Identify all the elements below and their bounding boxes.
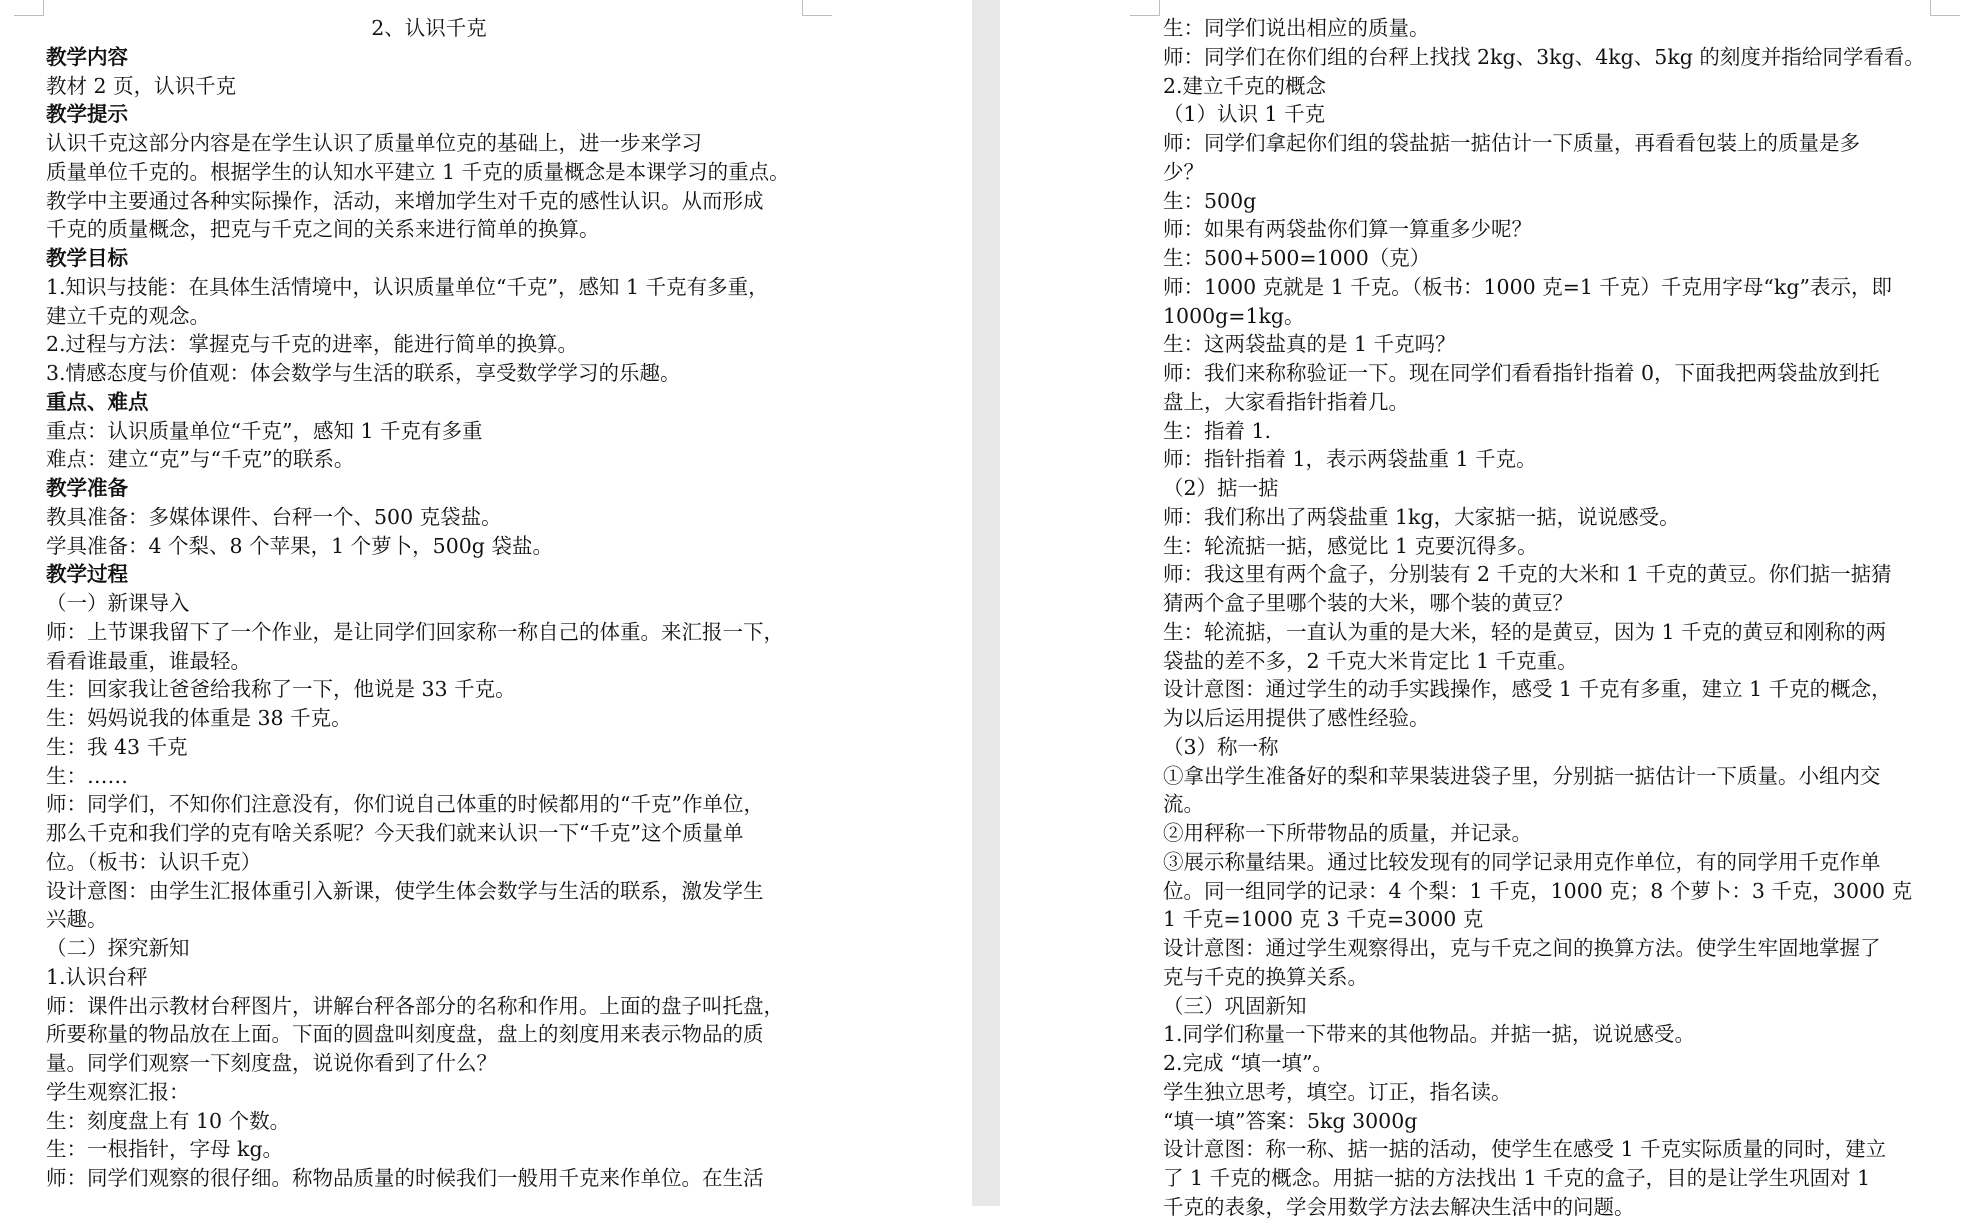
text-line: 师：同学们，不知你们注意没有，你们说自己体重的时候都用的“千克”作单位，	[46, 792, 764, 817]
text-line: 师：同学们观察的很仔细。称物品质量的时候我们一般用千克来作单位。在生活	[46, 1166, 764, 1190]
text-line: 千克的质量概念，把克与千克之间的关系来进行简单的换算。	[46, 217, 600, 242]
text-line: 生：……	[46, 763, 128, 788]
text-line: 生：同学们说出相应的质量。	[1163, 16, 1430, 40]
section-heading: 教学过程	[46, 562, 128, 587]
text-line: 难点：建立“克”与“千克”的联系。	[46, 447, 355, 472]
text-line: 质量单位千克的。根据学生的认知水平建立 1 千克的质量概念是本课学习的重点。	[46, 159, 790, 184]
text-line: 教具准备：多媒体课件、台秤一个、500 克袋盐。	[46, 504, 502, 529]
text-line: 袋盐的差不多，2 千克大米肯定比 1 千克重。	[1163, 648, 1578, 673]
text-line: 师：同学们拿起你们组的袋盐掂一掂估计一下质量，再看看包装上的质量是多	[1163, 131, 1860, 155]
text-line: 千克的表象，学会用数学方法去解决生活中的问题。	[1163, 1194, 1635, 1219]
text-line: 为以后运用提供了感性经验。	[1163, 706, 1430, 730]
text-line: 少？	[1163, 159, 1204, 184]
text-line: 设计意图：由学生汇报体重引入新课，使学生体会数学与生活的联系，激发学生	[46, 878, 764, 903]
text-line: 2.完成 “填一填”。	[1163, 1051, 1334, 1075]
text-line: 克与千克的换算关系。	[1163, 964, 1368, 989]
document-page-right	[1000, 0, 1964, 1219]
section-heading: 教学准备	[46, 476, 128, 500]
text-line: 学具准备：4 个梨、8 个苹果，1 个萝卜，500g 袋盐。	[46, 533, 553, 558]
crop-mark-top-left	[1130, 0, 1160, 16]
text-line: 学生观察汇报：	[46, 1079, 190, 1104]
text-line: 1.认识台秤	[46, 964, 148, 989]
text-line: （三）巩固新知	[1163, 993, 1307, 1018]
text-line: 师：指针指着 1，表示两袋盐重 1 千克。	[1163, 447, 1537, 472]
text-line: 师：如果有两袋盐你们算一算重多少呢？	[1163, 217, 1532, 242]
text-line: 生：刻度盘上有 10 个数。	[46, 1108, 291, 1133]
text-line: 所要称量的物品放在上面。下面的圆盘叫刻度盘，盘上的刻度用来表示物品的质	[46, 1022, 764, 1047]
text-line: 流。	[1163, 792, 1204, 817]
text-line: 设计意图：通过学生的动手实践操作，感受 1 千克有多重，建立 1 千克的概念，	[1163, 677, 1892, 702]
text-line: （二）探究新知	[46, 936, 190, 960]
right-page-body	[1163, 14, 1935, 1222]
text-line: 认识千克这部分内容是在学生认识了质量单位克的基础上，进一步来学习	[46, 131, 702, 155]
text-line: 师：课件出示教材台秤图片，讲解台秤各部分的名称和作用。上面的盘子叫托盘，	[46, 993, 784, 1018]
text-line: 盘上，大家看指针指着几。	[1163, 389, 1409, 414]
text-line: 那么千克和我们学的克有啥关系呢？今天我们就来认识一下“千克”这个质量单	[46, 821, 744, 845]
text-line: 师：我们来称称验证一下。现在同学们看看指针指着 0，下面我把两袋盐放到托	[1163, 361, 1880, 385]
page-gap	[972, 0, 1000, 1206]
text-line: 教材 2 页，认识千克	[46, 73, 237, 98]
text-line: ③展示称量结果。通过比较发现有的同学记录用克作单位，有的同学用千克作单	[1163, 849, 1881, 874]
text-line: 生：轮流掂一掂，感觉比 1 克要沉得多。	[1163, 533, 1538, 558]
text-line: 1 千克=1000 克 3 千克=3000 克	[1163, 907, 1484, 932]
text-line: 师：我这里有两个盒子，分别装有 2 千克的大米和 1 千克的黄豆。你们掂一掂猜	[1163, 562, 1892, 587]
text-line: 师：我们称出了两袋盐重 1kg，大家掂一掂，说说感受。	[1163, 504, 1680, 529]
text-line: “填一填”答案：5kg 3000g	[1163, 1108, 1418, 1133]
text-line: 位。同一组同学的记录：4 个梨：1 千克，1000 克；8 个萝卜：3 千克，3000 克	[1163, 878, 1913, 903]
text-line: （1）认识 1 千克	[1163, 102, 1326, 127]
text-line: 2.过程与方法：掌握克与千克的进率，能进行简单的换算。	[46, 332, 579, 357]
text-line: 生：500+500=1000（克）	[1163, 246, 1431, 270]
text-line: 生：轮流掂，一直认为重的是大米，轻的是黄豆，因为 1 千克的黄豆和刚称的两	[1163, 619, 1887, 644]
text-line: 1.知识与技能：在具体生活情境中，认识质量单位“千克”，感知 1 千克有多重，	[46, 274, 769, 299]
text-line: ②用秤称一下所带物品的质量，并记录。	[1163, 821, 1532, 845]
text-line: 生：我 43 千克	[46, 734, 188, 759]
text-line: 生：这两袋盐真的是 1 千克吗？	[1163, 332, 1456, 357]
crop-mark-top-left	[14, 0, 44, 16]
section-heading: 教学目标	[46, 246, 128, 270]
text-line: 3.情感态度与价值观：体会数学与生活的联系，享受数学学习的乐趣。	[46, 361, 681, 385]
text-line: 学生独立思考，填空。订正，指名读。	[1163, 1079, 1512, 1104]
text-line: 看看谁最重，谁最轻。	[46, 648, 251, 673]
text-line: 了 1 千克的概念。用掂一掂的方法找出 1 千克的盒子，目的是让学生巩固对 1	[1163, 1166, 1871, 1190]
text-line: 建立千克的观念。	[46, 303, 210, 328]
text-line: 重点：认识质量单位“千克”，感知 1 千克有多重	[46, 418, 483, 443]
section-heading: 教学提示	[46, 102, 128, 127]
text-line: 量。同学们观察一下刻度盘，说说你看到了什么？	[46, 1051, 497, 1075]
document-page-left	[0, 0, 972, 1206]
text-line: 师：上节课我留下了一个作业，是让同学们回家称一称自己的体重。来汇报一下，	[46, 619, 784, 644]
text-line: 师：1000 克就是 1 千克。（板书：1000 克=1 千克）千克用字母“kg”表示，即	[1163, 274, 1892, 299]
text-line: （一）新课导入	[46, 591, 190, 615]
text-line: ①拿出学生准备好的梨和苹果装进袋子里，分别掂一掂估计一下质量。小组内交	[1163, 763, 1881, 788]
text-line: 教学中主要通过各种实际操作，活动，来增加学生对千克的感性认识。从而形成	[46, 188, 764, 213]
text-line: （2）掂一掂	[1163, 476, 1279, 500]
text-line: 生：回家我让爸爸给我称了一下，他说是 33 千克。	[46, 677, 516, 702]
left-page-body	[46, 14, 812, 1193]
text-line: 设计意图：称一称、掂一掂的活动，使学生在感受 1 千克实际质量的同时，建立	[1163, 1137, 1887, 1162]
text-line: （3）称一称	[1163, 734, 1279, 759]
text-line: 1000g=1kg。	[1163, 303, 1305, 328]
document-title: 2、认识千克	[371, 16, 487, 40]
text-line: 生：一根指针，字母 kg。	[46, 1137, 284, 1162]
text-line: 兴趣。	[46, 907, 108, 932]
text-line: 生：指着 1.	[1163, 418, 1272, 443]
text-line: 2.建立千克的概念	[1163, 73, 1327, 98]
text-line: 生：妈妈说我的体重是 38 千克。	[46, 706, 352, 730]
section-heading: 教学内容	[46, 44, 128, 69]
text-line: 1.同学们称量一下带来的其他物品。并掂一掂，说说感受。	[1163, 1022, 1696, 1047]
text-line: 猜两个盒子里哪个装的大米，哪个装的黄豆？	[1163, 591, 1573, 615]
text-line: 师：同学们在你们组的台秤上找找 2kg、3kg、4kg、5kg 的刻度并指给同学看看。	[1163, 44, 1925, 69]
text-line: 设计意图：通过学生观察得出，克与千克之间的换算方法。使学生牢固地掌握了	[1163, 936, 1881, 960]
section-heading: 重点、难点	[46, 389, 149, 414]
text-line: 生：500g	[1163, 188, 1257, 213]
text-line: 位。（板书：认识千克）	[46, 849, 262, 874]
